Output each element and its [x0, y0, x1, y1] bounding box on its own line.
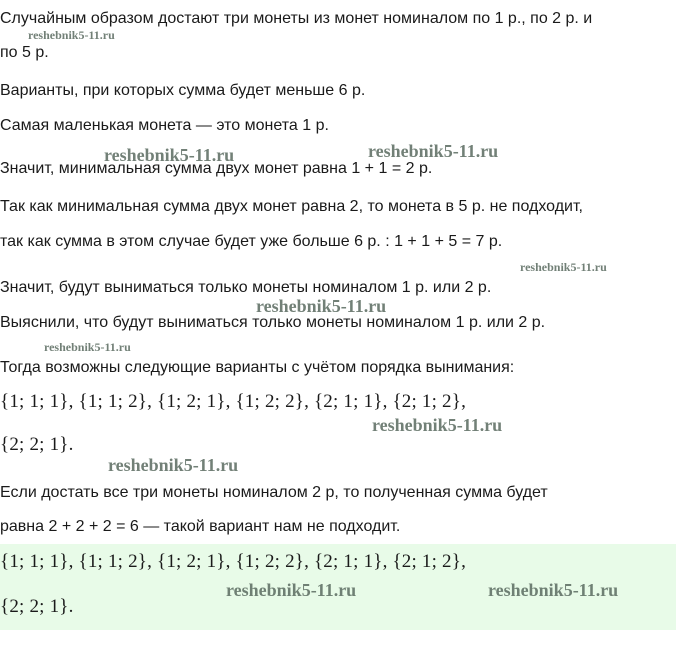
watermark-4: reshebnik5-11.ru: [520, 260, 607, 274]
text-line-2: по 5 р.: [0, 44, 49, 61]
variants-line-2: {2; 2; 1}.: [0, 434, 74, 455]
text-line-6: Так как минимальная сумма двух монет равна 2, то монета в 5 р. не подходит,: [0, 198, 583, 215]
watermark-10: reshebnik5-11.ru: [488, 580, 619, 600]
watermark-1: reshebnik5-11.ru: [28, 28, 115, 42]
text-line-3: Варианты, при которых сумма будет меньше 6 р.: [0, 82, 366, 99]
text-line-8: Значит, будут выниматься только монеты номиналом 1 р. или 2 р.: [0, 279, 492, 296]
text-line-7: так как сумма в этом случае будет уже больше 6 р. : 1 + 1 + 5 = 7 р.: [0, 233, 503, 250]
text-line-10: Тогда возможны следующие варианты с учётом порядка вынимания:: [0, 359, 515, 376]
watermark-2: reshebnik5-11.ru: [104, 145, 235, 165]
text-line-9: Выяснили, что будут выниматься только монеты номиналом 1 р. или 2 р.: [0, 314, 546, 331]
watermark-5: reshebnik5-11.ru: [256, 296, 387, 316]
watermark-9: reshebnik5-11.ru: [226, 580, 357, 600]
watermark-3: reshebnik5-11.ru: [368, 141, 499, 161]
text-line-4: Самая маленькая монета — это монета 1 р.: [0, 117, 329, 134]
text-line-1: Случайным образом достают три монеты из монет номиналом по 1 р., по 2 р. и: [0, 10, 593, 27]
watermark-7: reshebnik5-11.ru: [372, 415, 503, 435]
watermark-8: reshebnik5-11.ru: [108, 455, 239, 475]
answer-line-1: {1; 1; 1}, {1; 1; 2}, {1; 2; 1}, {1; 2; 2}, {2; 1; 1}, {2; 1; 2},: [0, 551, 467, 572]
answer-line-2: {2; 2; 1}.: [0, 596, 74, 617]
watermark-6: reshebnik5-11.ru: [44, 340, 131, 354]
text-line-5: Значит, минимальная сумма двух монет равна 1 + 1 = 2 р.: [0, 160, 433, 177]
text-line-11: Если достать все три монеты номиналом 2 р, то полученная сумма будет: [0, 484, 548, 501]
text-line-12: равна 2 + 2 + 2 = 6 — такой вариант нам не подходит.: [0, 518, 401, 535]
variants-line-1: {1; 1; 1}, {1; 1; 2}, {1; 2; 1}, {1; 2; 2}, {2; 1; 1}, {2; 1; 2},: [0, 391, 467, 412]
